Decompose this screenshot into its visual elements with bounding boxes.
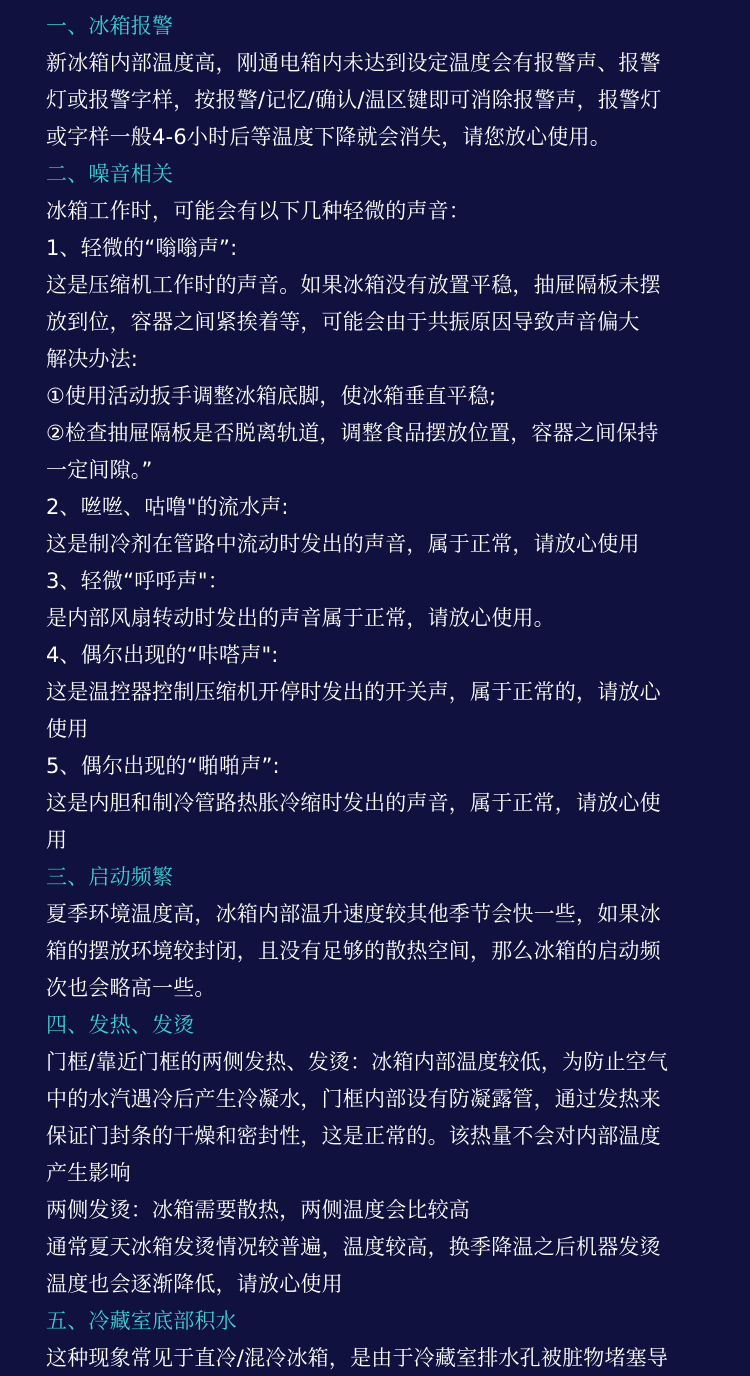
paragraph-line: 使用 [46,717,89,741]
paragraph-line: 夏季环境温度高，冰箱内部温升速度较其他季节会快一些，如果冰 [46,902,661,926]
paragraph-line: 新冰箱内部温度高，刚通电箱内未达到设定温度会有报警声、报警 [46,51,661,75]
section-heading: 四、发热、发烫 [46,1013,195,1037]
paragraph-line: 解决办法: [46,347,139,371]
paragraph-line: 这是制冷剂在管路中流动时发出的声音，属于正常，请放心使用 [46,532,640,556]
paragraph-line: 次也会略高一些。 [46,976,216,1000]
paragraph-line: ②检查抽屉隔板是否脱离轨道，调整食品摆放位置，容器之间保持 [46,421,659,445]
paragraph-line: 产生影响 [46,1161,131,1185]
section-heading: 五、冷藏室底部积水 [46,1309,237,1333]
paragraph-line: 一定间隙。” [46,458,153,482]
paragraph-line: 冰箱工作时，可能会有以下几种轻微的声音： [46,199,470,223]
paragraph-line: 这是压缩机工作时的声音。如果冰箱没有放置平稳，抽屉隔板未摆 [46,273,661,297]
paragraph-line: 灯或报警字样，按报警/记忆/确认/温区键即可消除报警声，报警灯 [46,88,662,112]
paragraph-line: 4、偶尔出现的“咔嗒声": [46,643,279,667]
section-heading: 一、冰箱报警 [46,14,174,38]
paragraph-line: 1、轻微的“嗡嗡声”: [46,236,238,260]
paragraph-line: 是内部风扇转动时发出的声音属于正常，请放心使用。 [46,606,555,630]
paragraph-line: 这是温控器控制压缩机开停时发出的开关声，属于正常的，请放心 [46,680,661,704]
paragraph-line: 2、咝咝、咕噜"的流水声: [46,495,289,519]
paragraph-line: 通常夏天冰箱发烫情况较普遍，温度较高，换季降温之后机器发烫 [46,1235,661,1259]
paragraph-line: 门框/靠近门框的两侧发热、发烫：冰箱内部温度较低，为防止空气 [46,1050,669,1074]
paragraph-line: ①使用活动扳手调整冰箱底脚，使冰箱垂直平稳; [46,384,497,408]
paragraph-line: 3、轻微“呼呼声"： [46,569,229,593]
section-heading: 三、启动频繁 [46,865,174,889]
document-content [46,8,706,1376]
paragraph-line: 放到位，容器之间紧挨着等，可能会由于共振原因导致声音偏大 [46,310,640,334]
paragraph-line: 或字样一般4-6小时后等温度下降就会消失，请您放心使用。 [46,125,611,149]
paragraph-line: 5、偶尔出现的“啪啪声”: [46,754,280,778]
section-heading: 二、噪音相关 [46,162,174,186]
paragraph-line: 两侧发烫：冰箱需要散热，两侧温度会比较高 [46,1198,470,1222]
paragraph-line: 这种现象常见于直冷/混冷冰箱，是由于冷藏室排水孔被脏物堵塞导 [46,1346,669,1370]
paragraph-line: 箱的摆放环境较封闭，且没有足够的散热空间，那么冰箱的启动频 [46,939,661,963]
paragraph-line: 中的水汽遇冷后产生冷凝水，门框内部设有防凝露管，通过发热来 [46,1087,661,1111]
paragraph-line: 保证门封条的干燥和密封性，这是正常的。该热量不会对内部温度 [46,1124,661,1148]
paragraph-line: 用 [46,828,68,852]
paragraph-line: 这是内胆和制冷管路热胀冷缩时发出的声音，属于正常，请放心使 [46,791,661,815]
paragraph-line: 温度也会逐渐降低，请放心使用 [46,1272,343,1296]
